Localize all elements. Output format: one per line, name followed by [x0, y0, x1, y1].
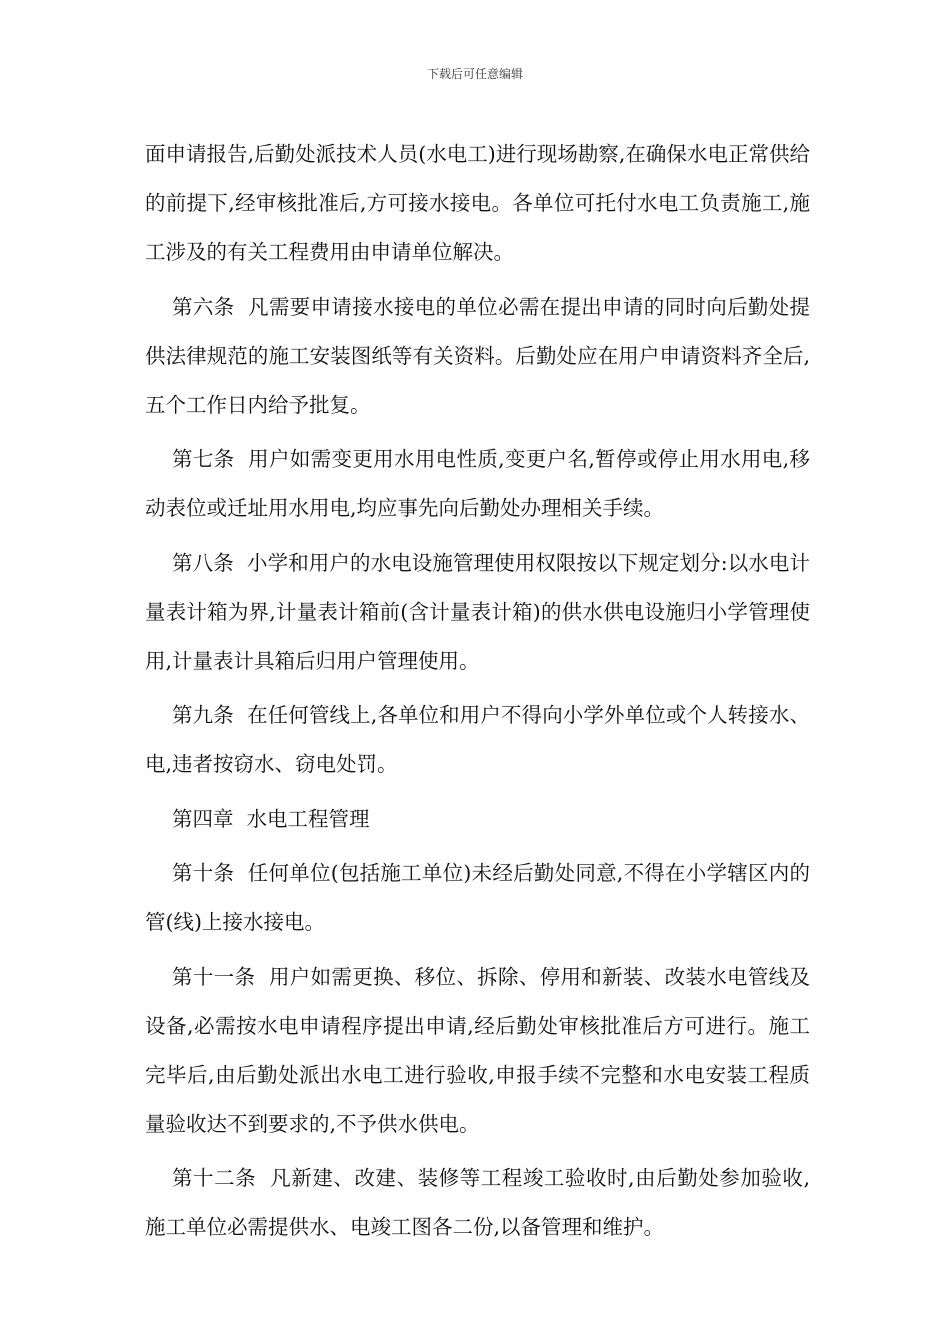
paragraph-article-6: 第六条 凡需要申请接水接电的单位必需在提出申请的同时向后勤处提供法律规范的施工安装图纸等有关资料。后勤处应在用户申请资料齐全后,五个工作日内给予批复。	[145, 294, 810, 417]
paragraph-article-7: 第七条 用户如需变更用水用电性质,变更户名,暂停或停止用水用电,移动表位或迁址用水用电,均应事先向后勤处办理相关手续。	[145, 447, 810, 520]
paragraph-article-12: 第十二条 凡新建、改建、装修等工程竣工验收时,由后勤处参加验收,施工单位必需提供水、电竣工图各二份,以备管理和维护。	[145, 1166, 810, 1239]
document-body	[145, 130, 810, 1258]
paragraph: 面申请报告,后勤处派技术人员(水电工)进行现场勘察,在确保水电正常供给的前提下,经审核批准后,方可接水接电。各单位可托付水电工负责施工,施工涉及的有关工程费用由申请单位解决。	[145, 142, 810, 264]
paragraph-article-11: 第十一条 用户如需更换、移位、拆除、停用和新装、改装水电管线及设备,必需按水电申请程序提出申请,经后勤处审核批准后方可进行。施工完毕后,由后勤处派出水电工进行验收,申报手续不完整和水电安装工程质量验收达不到要求的,不予供水供电。	[145, 964, 810, 1136]
paragraph-article-9: 第九条 在任何管线上,各单位和用户不得向小学外单位或个人转接水、电,违者按窃水、窃电处罚。	[145, 703, 810, 776]
page-header: 下载后可任意编辑	[426, 67, 523, 81]
paragraph-article-8: 第八条 小学和用户的水电设施管理使用权限按以下规定划分:以水电计量表计箱为界,计量表计箱前(含计量表计箱)的供水供电设施归小学管理使用,计量表计具箱后归用户管理使用。	[145, 550, 810, 673]
paragraph-article-10: 第十条 任何单位(包括施工单位)未经后勤处同意,不得在小学辖区内的管(线)上接水接电。	[145, 861, 810, 934]
chapter-heading: 第四章 水电工程管理	[172, 806, 370, 831]
